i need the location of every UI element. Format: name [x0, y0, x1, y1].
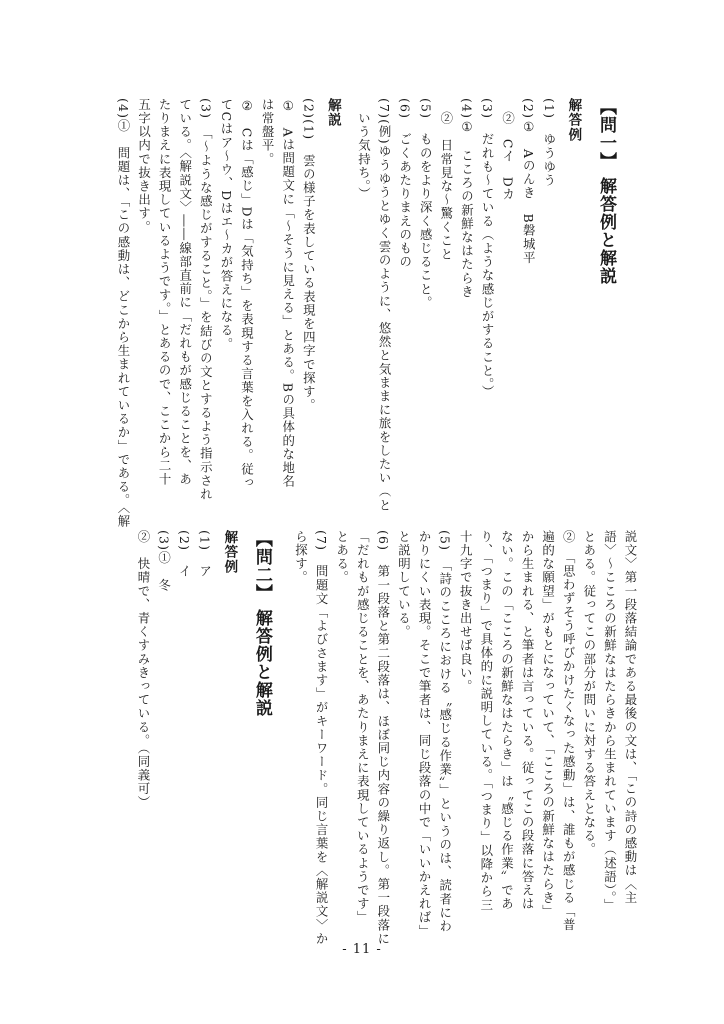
q1-commentary-line-3: は常盤平。 — [260, 98, 276, 166]
q1-cont-line-12: と説明している。 — [396, 530, 412, 639]
q1-answer-7-cont — [353, 98, 374, 528]
q2-answer-3-2: ② 快晴で、青くすみきっている。（同義可） — [135, 530, 151, 810]
q1-answer-3-text: だれも〜ている（ような感じがすること。） — [480, 132, 496, 399]
q1-cont-line-14: 「だれもが感じることを、あたりまえに表現しているようです」 — [355, 530, 371, 925]
q1-cont-line-11: かりにくい表現。そこで筆者は、同じ段落の中で「いいかえれば」 — [417, 530, 433, 938]
q1-heading: 【問一】 解答例と解説 — [596, 98, 616, 285]
q2-answer-3-1: (3)① 冬 — [156, 530, 172, 592]
q2-answer-1: (1) ア — [197, 530, 213, 579]
q1-cont-line-17: ら探す。 — [293, 530, 309, 585]
q1-answers-label: 解答例 — [565, 98, 582, 143]
q1-commentary-line-10: (4)① 問題は、「この感動は、どこから生まれているか」である。〈解 — [115, 98, 131, 529]
q1-answer-4-1-text: こころの新鮮なはたらき — [459, 148, 475, 299]
q1-commentary-line-7: ている。〈解説文〉――線部直前に「だれもが感じることを、あ — [177, 98, 193, 487]
q1-commentary-line-9: 五字以内で抜き出す。 — [136, 98, 152, 234]
q1-answer-5-text: ものをより深く感じること。 — [418, 132, 434, 310]
q1-answer-4-1: (4)① こころの新鮮なはたらき — [459, 98, 475, 299]
q1-answer-1: (1) ゆうゆう — [541, 98, 557, 188]
q1-cont-line-6: から生まれる、と筆者は言っている。従ってこの段落に答えは — [520, 530, 536, 911]
q2-heading: 【問二】 解答例と解説 — [251, 530, 272, 717]
q1-answer-4-2-text: 日常見な〜驚くこと — [438, 138, 454, 262]
q1-cont-line-4: ② 「思わずそう呼びかけたくなった感動」は、誰もが感じる「普 — [561, 530, 577, 932]
q1-cont-line-16: (7) 問題文「よびさます」がキーワード。同じ言葉を〈解説文〉か — [314, 530, 330, 946]
q1-cont-line-2: 語〉〜こころの新鮮なはたらきから生まれています（述語）。」 — [602, 530, 618, 912]
q1-cont-line-3: とある。従ってこの部分が問いに対する答えとなる。 — [581, 530, 597, 857]
q1-cont-line-7: ない。この「こころの新鮮なはたらき」は〝感じる作業〟であ — [499, 530, 515, 911]
q1-answer-7-text: ゆうゆうとゆく雲のように、悠然と気ままに旅をしたい（と — [377, 144, 393, 513]
q1-answer-6: (6) ごくあたりまえのもの — [397, 98, 413, 269]
q1-commentary-label: 解説 — [324, 98, 341, 128]
q1-answer-2-1-text: Aのんき B磐城平 — [521, 148, 537, 265]
q1-cont-line-5: 遍的な願望」がもとになっていて、「こころの新鮮なはたらき」 — [540, 530, 556, 919]
q1-cont-line-13: (6) 第一段落と第二段落は、ほぼ同じ内容の繰り返し。第一段落に — [375, 530, 391, 946]
q1-cont-line-15: とある。 — [334, 530, 350, 585]
q1-commentary-line-4: ② Cは「感じ」Dは「気持ち」を表現する言葉を入れる。従っ — [239, 98, 255, 490]
q1-commentary-line-1: (2)(1) 雲の様子を表している表現を四字で探す。 — [301, 98, 317, 413]
q1-answer-4-2: ② 日常見な〜驚くこと — [438, 98, 454, 262]
q1-commentary-line-8: たりまえに表現しているようです。」とあるので、ここから二十 — [157, 98, 173, 487]
q1-section — [112, 98, 622, 528]
q1-answer-7: (7)(例)ゆうゆうとゆく雲のように、悠然と気ままに旅をしたい（と — [377, 98, 393, 513]
q1-cont-line-10: (5) 「詩のこころにおける〝感じる作業〟」というのは、読者にわ — [437, 530, 453, 934]
q1-answer-7-cont-text: いう気持ち。） — [356, 111, 372, 201]
q1-commentary-line-6: (3) 「〜ような感じがすること。」を結びの文とするよう指示され — [198, 98, 214, 502]
q1-commentary-line-5: てCはア〜ウ、Dはエ〜カが答えになる。 — [218, 98, 234, 352]
q1-answer-3: (3) だれも〜ている（ような感じがすること。） — [480, 98, 496, 399]
q1-cont-line-9: 十九字で抜き出せば良い。 — [458, 530, 474, 694]
q1-cont-line-1: 説文〉第一段落結論である最後の文は、「この詩の感動は〈主 — [623, 530, 638, 905]
q2-answer-2: (2) イ — [177, 530, 193, 579]
q1-answer-6-text: ごくあたりまえのもの — [397, 132, 413, 269]
page-number: - 11 - — [342, 942, 382, 957]
q1-answer-2-1: (2)① Aのんき B磐城平 — [521, 98, 537, 265]
q1-cont-line-8: り、「つまり」で具体的に説明している。「つまり」以降から三 — [478, 530, 494, 912]
q1-answer-5: (5) ものをより深く感じること。 — [418, 98, 434, 310]
q2-answers-label: 解答例 — [221, 530, 238, 575]
q1-answer-1-text: ゆうゆう — [541, 132, 557, 188]
q1-commentary-line-2: ① Aは問題文に「〜そうに見える」とある。Bの具体的な地名 — [280, 98, 296, 489]
q1-answer-2-2: ② Cイ Dカ — [500, 98, 516, 202]
q1-answer-2-2-text: Cイ Dカ — [500, 138, 516, 202]
q1-continued-and-q2-section — [110, 530, 640, 950]
